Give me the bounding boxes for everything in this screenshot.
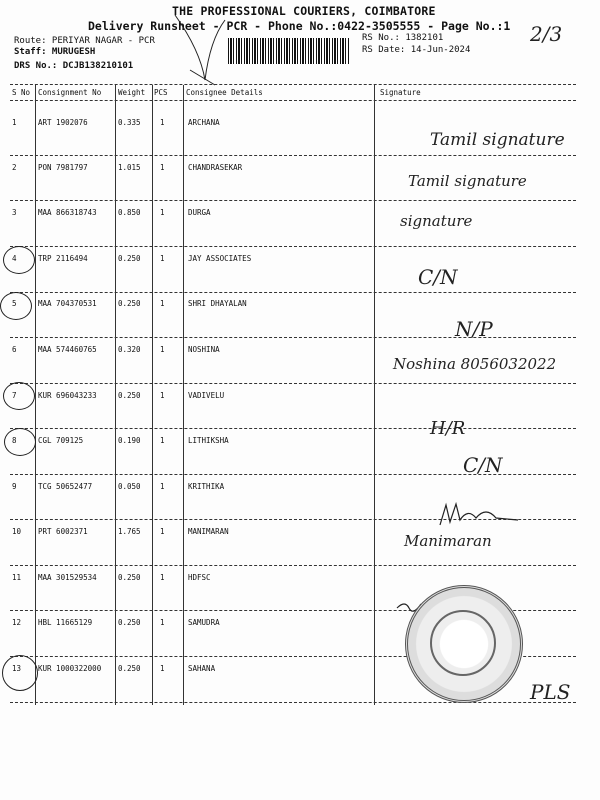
- row-sno: 12: [12, 618, 22, 627]
- signature-row-4: C/N: [418, 265, 458, 289]
- row-sno: 1: [12, 118, 17, 127]
- row-consignee: NOSHINA: [188, 345, 220, 354]
- row-sno: 6: [12, 345, 17, 354]
- row-consignee: SHRI DHAYALAN: [188, 299, 247, 308]
- hand-circle: [4, 428, 36, 456]
- column-line: [183, 85, 184, 705]
- page-mark: 2/3: [530, 22, 563, 46]
- row-sno: 4: [12, 254, 17, 263]
- row-weight: 0.250: [118, 254, 141, 263]
- row-consignee: HDFSC: [188, 573, 211, 582]
- signature-row-10: Manimaran: [404, 532, 492, 550]
- drs-number: DRS No.: DCJB138210101: [14, 61, 134, 71]
- row-pcs: 1: [160, 118, 165, 127]
- row-divider: [10, 383, 576, 384]
- col-consignee: Consignee Details: [186, 88, 263, 97]
- row-consignment: MAA 866318743: [38, 208, 97, 217]
- row-weight: 0.050: [118, 482, 141, 491]
- row-consignment: MAA 574460765: [38, 345, 97, 354]
- row-consignee: SAHANA: [188, 664, 216, 673]
- row-weight: 1.015: [118, 163, 141, 172]
- row-pcs: 1: [160, 527, 165, 536]
- staff: Staff: MURUGESH: [14, 47, 96, 57]
- row-weight: 0.250: [118, 573, 141, 582]
- row-pcs: 1: [160, 254, 165, 263]
- pen-scribble: [170, 10, 240, 90]
- row-pcs: 1: [160, 573, 165, 582]
- row-consignee: LITHIKSHA: [188, 436, 229, 445]
- row-consignee: DURGA: [188, 208, 211, 217]
- column-line: [374, 85, 375, 705]
- row-consignment: HBL 11665129: [38, 618, 93, 627]
- barcode: [228, 38, 350, 64]
- row-pcs: 1: [160, 436, 165, 445]
- route: Route: PERIYAR NAGAR - PCR: [14, 36, 155, 46]
- row-weight: 0.250: [118, 618, 141, 627]
- row-weight: 0.250: [118, 391, 141, 400]
- company-name: THE PROFESSIONAL COURIERS, COIMBATORE: [172, 4, 436, 18]
- signature-row-1: Tamil signature: [430, 130, 565, 150]
- signature-row-9: C/N: [463, 453, 503, 477]
- column-line: [115, 85, 116, 705]
- row-weight: 0.335: [118, 118, 141, 127]
- row-weight: 0.190: [118, 436, 141, 445]
- row-divider: [10, 428, 576, 429]
- row-pcs: 1: [160, 208, 165, 217]
- column-line: [35, 85, 36, 705]
- row-sno: 5: [12, 299, 17, 308]
- row-divider: [10, 702, 576, 703]
- signature-row-8: H/R: [430, 418, 466, 439]
- row-consignee: KRITHIKA: [188, 482, 225, 491]
- signature-row-2: Tamil signature: [408, 172, 527, 190]
- col-consignment: Consignment No: [38, 88, 102, 97]
- row-divider: [10, 246, 576, 247]
- hand-circle: [0, 292, 32, 320]
- row-pcs: 1: [160, 618, 165, 627]
- hand-circle: [3, 382, 35, 410]
- row-sno: 10: [12, 527, 22, 536]
- row-weight: 0.250: [118, 299, 141, 308]
- row-consignee: SAMUDRA: [188, 618, 220, 627]
- row-sno: 8: [12, 436, 17, 445]
- row-consignee: ARCHANA: [188, 118, 220, 127]
- row-pcs: 1: [160, 391, 165, 400]
- row-consignee: JAY ASSOCIATES: [188, 254, 252, 263]
- row-consignee: CHANDRASEKAR: [188, 163, 243, 172]
- row-pcs: 1: [160, 345, 165, 354]
- signature-row-5: N/P: [455, 317, 493, 341]
- row-consignment: KUR 1000322000: [38, 664, 102, 673]
- row-consignment: TRP 2116494: [38, 254, 88, 263]
- row-pcs: 1: [160, 664, 165, 673]
- row-weight: 0.320: [118, 345, 141, 354]
- row-consignment: MAA 301529534: [38, 573, 97, 582]
- hand-circle: [2, 655, 38, 691]
- row-pcs: 1: [160, 299, 165, 308]
- row-consignment: ART 1902076: [38, 118, 88, 127]
- row-sno: 2: [12, 163, 17, 172]
- rs-number: RS No.: 1382101: [362, 33, 444, 43]
- company-stamp: [405, 585, 523, 703]
- col-pcs: PCS: [154, 88, 168, 97]
- divider: [10, 84, 576, 85]
- row-sno: 3: [12, 208, 17, 217]
- row-divider: [10, 565, 576, 566]
- row-consignment: TCG 50652477: [38, 482, 93, 491]
- divider: [10, 100, 576, 101]
- row-consignment: MAA 704370531: [38, 299, 97, 308]
- runsheet-title: Delivery Runsheet - PCR - Phone No.:0422-3505555 - Page No.:1: [88, 19, 511, 33]
- row-weight: 0.250: [118, 664, 141, 673]
- row-sno: 9: [12, 482, 17, 491]
- row-weight: 1.765: [118, 527, 141, 536]
- row-weight: 0.850: [118, 208, 141, 217]
- row-sno: 13: [12, 664, 22, 673]
- row-consignee: MANIMARAN: [188, 527, 229, 536]
- row-sno: 7: [12, 391, 17, 400]
- signature-row-6: Noshina 8056032022: [393, 355, 557, 373]
- row-divider: [10, 155, 576, 156]
- row-consignment: PRT 6002371: [38, 527, 88, 536]
- signature-scribble: [438, 500, 528, 530]
- row-consignment: PON 7981797: [38, 163, 88, 172]
- column-line: [152, 85, 153, 705]
- col-weight: Weight: [118, 88, 146, 97]
- row-divider: [10, 292, 576, 293]
- hand-circle: [3, 246, 35, 274]
- row-consignee: VADIVELU: [188, 391, 225, 400]
- row-divider: [10, 200, 576, 201]
- col-sno: S No: [12, 88, 31, 97]
- col-signature: Signature: [380, 88, 421, 97]
- row-consignment: KUR 696043233: [38, 391, 97, 400]
- row-pcs: 1: [160, 163, 165, 172]
- stamp-inner-ring: [430, 610, 496, 676]
- row-pcs: 1: [160, 482, 165, 491]
- rs-date: RS Date: 14-Jun-2024: [362, 45, 471, 55]
- row-sno: 11: [12, 573, 22, 582]
- pls-mark: PLS: [530, 680, 571, 704]
- row-consignment: CGL 709125: [38, 436, 84, 445]
- signature-row-3: signature: [400, 212, 473, 230]
